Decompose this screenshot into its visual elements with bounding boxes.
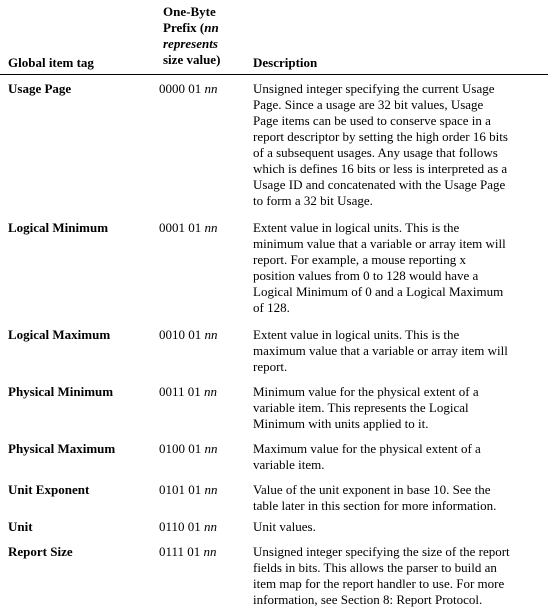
description-line: report descriptor by setting the high order 16 bits xyxy=(253,129,508,144)
prefix-size-nn: nn xyxy=(204,220,218,235)
item-tag: Unit xyxy=(8,519,33,534)
prefix-size-nn: nn xyxy=(204,482,218,497)
item-description xyxy=(253,220,543,316)
item-prefix xyxy=(159,327,218,343)
item-tag: Physical Minimum xyxy=(8,384,114,399)
item-description xyxy=(253,441,543,473)
item-tag: Logical Maximum xyxy=(8,327,111,342)
description-line: Unit values. xyxy=(253,519,316,534)
prefix-size-nn: nn xyxy=(204,81,218,96)
header-prefix-line4: size value) xyxy=(163,52,221,67)
header-rule xyxy=(0,74,548,75)
description-line: Usage ID and concatenated with the Usage Page xyxy=(253,177,506,192)
header-prefix-line1: One-Byte xyxy=(163,4,216,19)
header-prefix-line2: Prefix (nn xyxy=(163,20,219,35)
description-line: Extent value in logical units. This is the xyxy=(253,220,460,235)
description-line: Minimum with units applied to it. xyxy=(253,416,429,431)
item-prefix xyxy=(159,441,218,457)
description-line: variable item. This represents the Logical xyxy=(253,400,469,415)
item-prefix xyxy=(159,544,217,560)
item-prefix xyxy=(159,384,217,400)
item-tag: Unit Exponent xyxy=(8,482,90,497)
description-line: Extent value in logical units. This is the xyxy=(253,327,460,342)
item-tag: Usage Page xyxy=(8,81,72,96)
header-global-item-tag: Global item tag xyxy=(8,55,94,70)
description-line: table later in this section for more information. xyxy=(253,498,497,513)
item-description xyxy=(253,384,543,432)
item-prefix xyxy=(159,220,218,236)
prefix-size-nn: nn xyxy=(203,544,217,559)
item-prefix xyxy=(159,519,217,535)
item-description xyxy=(253,544,543,608)
description-line: of 128. xyxy=(253,300,290,315)
description-line: position values from 0 to 128 would have a xyxy=(253,268,479,283)
prefix-size-nn: nn xyxy=(204,441,218,456)
description-line: fields in bits. This allows the parser to build an xyxy=(253,560,497,575)
description-line: information, see Section 8: Report Protocol. xyxy=(253,592,483,607)
item-description xyxy=(253,81,543,209)
table-header xyxy=(0,0,548,76)
item-prefix xyxy=(159,482,218,498)
description-line: Unsigned integer specifying the size of the report xyxy=(253,544,510,559)
prefix-bits: 0011 01 xyxy=(159,384,201,399)
prefix-bits: 0000 01 xyxy=(159,81,202,96)
prefix-bits: 0100 01 xyxy=(159,441,202,456)
prefix-bits: 0101 01 xyxy=(159,482,202,497)
prefix-size-nn: nn xyxy=(204,327,218,342)
description-line: Page. Since a usage are 32 bit values, Usage xyxy=(253,97,484,112)
description-line: variable item. xyxy=(253,457,325,472)
description-line: maximum value that a variable or array item will xyxy=(253,343,508,358)
item-description xyxy=(253,482,543,514)
description-line: Logical Minimum of 0 and a Logical Maximum xyxy=(253,284,504,299)
description-line: Unsigned integer specifying the current Usage xyxy=(253,81,495,96)
prefix-size-nn: nn xyxy=(204,519,218,534)
description-line: Minimum value for the physical extent of a xyxy=(253,384,479,399)
prefix-bits: 0010 01 xyxy=(159,327,202,342)
prefix-size-nn: nn xyxy=(204,384,218,399)
item-prefix xyxy=(159,81,218,97)
prefix-bits: 0001 01 xyxy=(159,220,202,235)
prefix-bits: 0110 01 xyxy=(159,519,201,534)
description-line: which is defines 16 bits or less is interpreted as a xyxy=(253,161,508,176)
header-one-byte-prefix xyxy=(163,4,243,68)
header-description: Description xyxy=(253,55,318,70)
description-line: Maximum value for the physical extent of a xyxy=(253,441,481,456)
prefix-bits: 0111 01 xyxy=(159,544,201,559)
item-tag: Report Size xyxy=(8,544,73,559)
description-line: minimum value that a variable or array item will xyxy=(253,236,506,251)
description-line: Value of the unit exponent in base 10. See the xyxy=(253,482,491,497)
description-line: item map for the report handler to use. For more xyxy=(253,576,505,591)
item-tag: Logical Minimum xyxy=(8,220,109,235)
item-tag: Physical Maximum xyxy=(8,441,116,456)
description-line: report. xyxy=(253,359,288,374)
description-line: Page items can be used to conserve space in a xyxy=(253,113,491,128)
item-description xyxy=(253,327,543,375)
description-line: to form a 32 bit Usage. xyxy=(253,193,373,208)
description-line: report. For example, a mouse reporting x xyxy=(253,252,466,267)
header-prefix-line3: represents xyxy=(163,36,218,51)
description-line: of a subsequent usages. Any usage that follows xyxy=(253,145,498,160)
item-description xyxy=(253,519,543,535)
